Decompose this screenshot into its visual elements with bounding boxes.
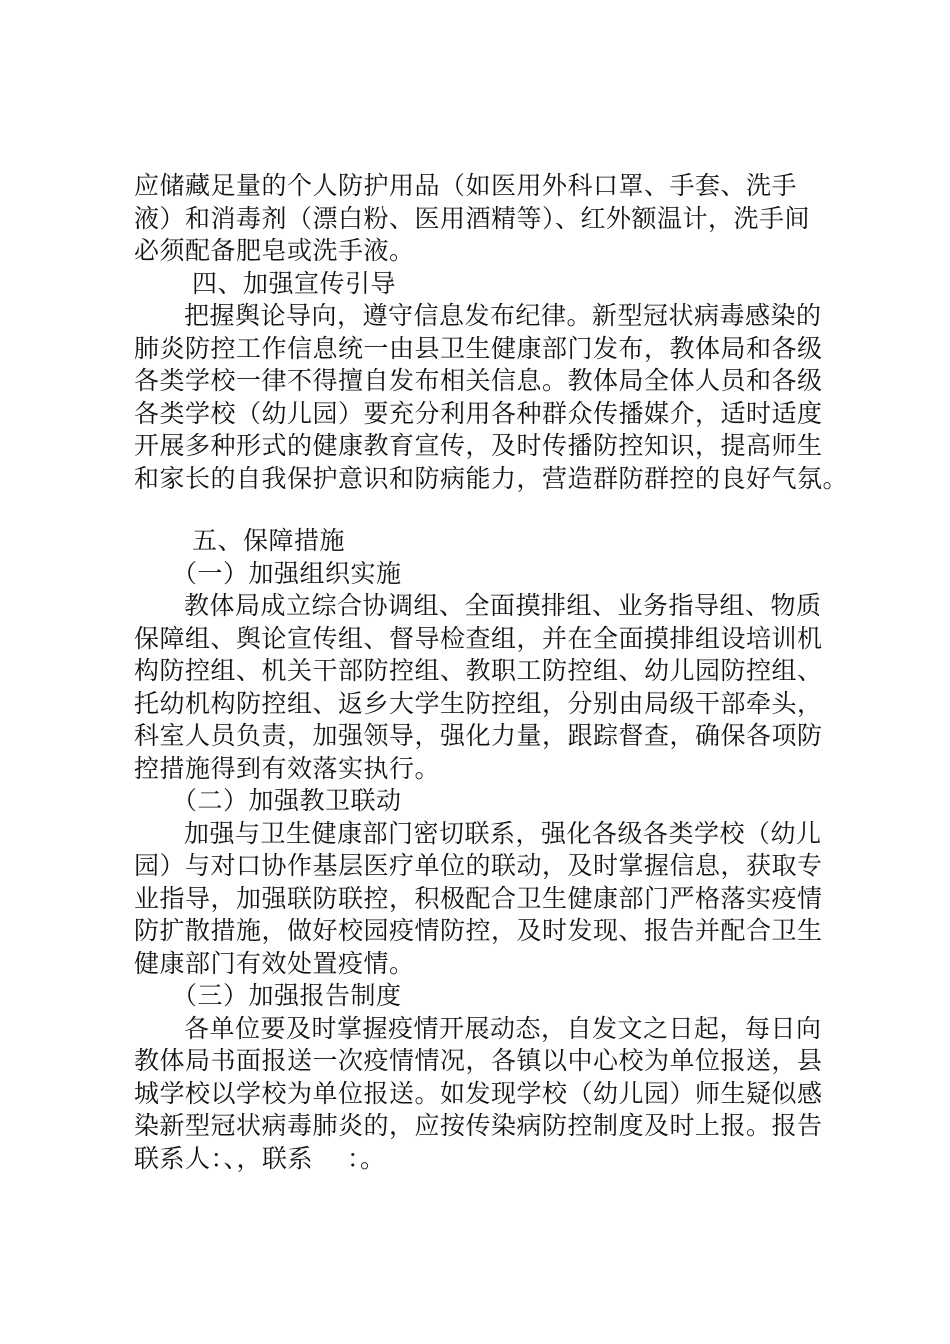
paragraph-organization xyxy=(134,590,834,785)
text-line: 液）和消毒剂（漂白粉、医用酒精等）、红外额温计，洗手间 xyxy=(134,203,811,233)
section-heading-5: 五、保障措施 xyxy=(192,526,346,555)
text-line: 开展多种形式的健康教育宣传，及时传播防控知识，提高师生 xyxy=(134,431,823,460)
paragraph-coordination xyxy=(134,818,834,981)
document-page xyxy=(134,170,849,1175)
section-heading-4: 四、加强宣传引导 xyxy=(192,268,397,298)
text-line: 构防控组、机关干部防控组、教职工防控组、幼儿园防控组、 xyxy=(134,656,823,685)
text-line: 控措施得到有效落实执行。 xyxy=(134,753,441,783)
text-line: 科室人员负责，加强领导，强化力量，跟踪督查，确保各项防 xyxy=(134,721,823,750)
text-line: 各单位要及时掌握疫情开展动态，自发文之日起，每日向 xyxy=(184,1013,822,1043)
text-line: 防扩散措施，做好校园疫情防控，及时发现、报告并配合卫生 xyxy=(134,916,823,945)
text-line: 园）与对口协作基层医疗单位的联动，及时掌握信息，获取专 xyxy=(134,851,823,880)
text-line: 和家长的自我保护意识和防病能力，营造群防群控的良好气氛。 xyxy=(134,463,849,493)
paragraph-gap xyxy=(134,495,834,525)
subsection-heading-3: （三）加强报告制度 xyxy=(172,981,402,1010)
text-line: 健康部门有效处置疫情。 xyxy=(134,948,415,978)
text-line: 托幼机构防控组、返乡大学生防控组，分别由局级干部牵头， xyxy=(134,688,823,718)
text-line: 保障组、舆论宣传组、督导检查组，并在全面摸排组设培训机 xyxy=(134,623,823,653)
paragraph-supplies xyxy=(134,170,834,268)
text-line: 染新型冠状病毒肺炎的，应按传染病防控制度及时上报。报告 xyxy=(134,1111,823,1140)
text-line: 各类学校一律不得擅自发布相关信息。教体局全体人员和各级 xyxy=(134,366,823,395)
text-line: 把握舆论导向，遵守信息发布纪律。新型冠状病毒感染的 xyxy=(184,301,822,330)
text-line: 加强与卫生健康部门密切联系，强化各级各类学校（幼儿 xyxy=(184,818,822,848)
text-line: 肺炎防控工作信息统一由县卫生健康部门发布，教体局和各级 xyxy=(134,333,823,363)
paragraph-publicity xyxy=(134,300,849,495)
paragraph-reporting xyxy=(134,1013,834,1176)
subsection-heading-2: （二）加强教卫联动 xyxy=(172,786,402,815)
text-line: 联系人：、，联系 ：。 xyxy=(134,1143,386,1173)
text-line: 教体局书面报送一次疫情情况，各镇以中心校为单位报送，县 xyxy=(134,1046,823,1075)
subsection-heading-1: （一）加强组织实施 xyxy=(172,558,402,588)
text-line: 必须配备肥皂或洗手液。 xyxy=(134,236,415,265)
text-line: 业指导，加强联防联控，积极配合卫生健康部门严格落实疫情 xyxy=(134,883,823,913)
text-line: 城学校以学校为单位报送。如发现学校（幼儿园）师生疑似感 xyxy=(134,1078,823,1108)
text-line: 各类学校（幼儿园）要充分利用各种群众传播媒介，适时适度 xyxy=(134,398,823,428)
text-line: 教体局成立综合协调组、全面摸排组、业务指导组、物质 xyxy=(184,591,822,620)
text-line: 应储藏足量的个人防护用品（如医用外科口罩、手套、洗手 xyxy=(134,171,798,200)
